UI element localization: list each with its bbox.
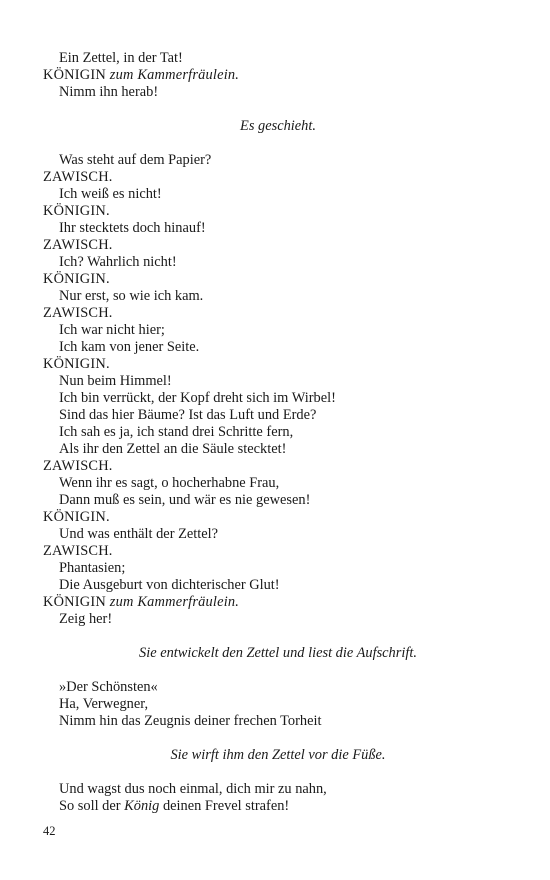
verse-line [43,475,513,492]
speaker-name [43,305,513,322]
verse-line [43,441,513,458]
speaker-name [43,203,513,220]
speaker-label: KÖNIGIN. [43,271,110,287]
emphasized-word: König [124,798,160,814]
verse-text: Zeig her! [59,611,113,627]
speaker-label: ZAWISCH. [43,458,113,474]
speaker-label: ZAWISCH. [43,169,113,185]
verse-text: Und wagst dus noch einmal, dich mir zu nahn, [59,781,327,797]
blank-line [43,662,513,679]
speaker-name [43,458,513,475]
verse-line [43,50,513,67]
speaker-label: KÖNIGIN [43,594,106,610]
speaker-name [43,271,513,288]
verse-text: Als ihr den Zettel an die Säule stecktet! [59,441,287,457]
verse-line [43,254,513,271]
blank-line [43,764,513,781]
speaker-direction: zum Kammerfräulein. [109,594,240,610]
speaker-label: KÖNIGIN. [43,509,110,525]
verse-text: Nimm ihn herab! [59,84,159,100]
verse-text: Und was enthält der Zettel? [59,526,219,542]
verse-text: Phantasien; [59,560,126,576]
verse-text: Nimm hin das Zeugnis deiner frechen Torheit [59,713,322,729]
speaker-name [43,169,513,186]
verse-line [43,373,513,390]
verse-text: Die Ausgeburt von dichterischer Glut! [59,577,280,593]
verse-line [43,339,513,356]
verse-line [43,407,513,424]
page-number: 42 [43,824,56,838]
verse-text-after: deinen Frevel strafen! [159,798,290,814]
verse-line [43,390,513,407]
verse-text: Nun beim Himmel! [59,373,172,389]
verse-line [43,84,513,101]
verse-text: Was steht auf dem Papier? [59,152,212,168]
speaker-name [43,509,513,526]
verse-text: Ich bin verrückt, der Kopf dreht sich im Wirbel! [59,390,336,406]
speaker-name [43,594,513,611]
verse-text: Ich war nicht hier; [59,322,165,338]
verse-line [43,713,513,730]
blank-line [43,730,513,747]
stage-direction: Sie entwickelt den Zettel und liest die Aufschrift. [139,645,417,661]
stage-direction: Sie wirft ihm den Zettel vor die Füße. [170,747,386,763]
verse-text: Ihr stecktets doch hinauf! [59,220,206,236]
speaker-label: ZAWISCH. [43,305,113,321]
verse-line [43,186,513,203]
verse-text: Wenn ihr es sagt, o hocherhabne Frau, [59,475,280,491]
verse-line [43,526,513,543]
verse-text: Ich? Wahrlich nicht! [59,254,177,270]
verse-line [43,679,513,696]
verse-line [43,798,513,815]
verse-line [43,220,513,237]
speaker-name [43,237,513,254]
verse-text: Ich weiß es nicht! [59,186,162,202]
verse-text: Dann muß es sein, und wär es nie gewesen! [59,492,311,508]
verse-text: So soll der [59,798,121,814]
speaker-name [43,67,513,84]
verse-text: Sind das hier Bäume? Ist das Luft und Erde? [59,407,317,423]
blank-line [43,101,513,118]
blank-line [43,135,513,152]
speaker-name [43,356,513,373]
speaker-label: KÖNIGIN [43,67,106,83]
verse-text: Ich kam von jener Seite. [59,339,200,355]
speaker-label: KÖNIGIN. [43,203,110,219]
verse-line [43,152,513,169]
verse-line [43,322,513,339]
verse-text: »Der Schönsten« [59,679,158,695]
verse-line [43,288,513,305]
verse-line [43,696,513,713]
verse-line [43,492,513,509]
verse-text: Ich sah es ja, ich stand drei Schritte fern, [59,424,294,440]
speaker-name [43,543,513,560]
verse-text: Nur erst, so wie ich kam. [59,288,204,304]
verse-text: Ein Zettel, in der Tat! [59,50,183,66]
speaker-label: KÖNIGIN. [43,356,110,372]
verse-text: Ha, Verwegner, [59,696,149,712]
speaker-label: ZAWISCH. [43,543,113,559]
verse-line [43,577,513,594]
verse-line [43,424,513,441]
drama-text [43,50,513,815]
verse-line [43,611,513,628]
verse-line [43,560,513,577]
verse-line [43,781,513,798]
stage-direction: Es geschieht. [240,118,316,134]
speaker-label: ZAWISCH. [43,237,113,253]
speaker-direction: zum Kammerfräulein. [109,67,240,83]
blank-line [43,628,513,645]
